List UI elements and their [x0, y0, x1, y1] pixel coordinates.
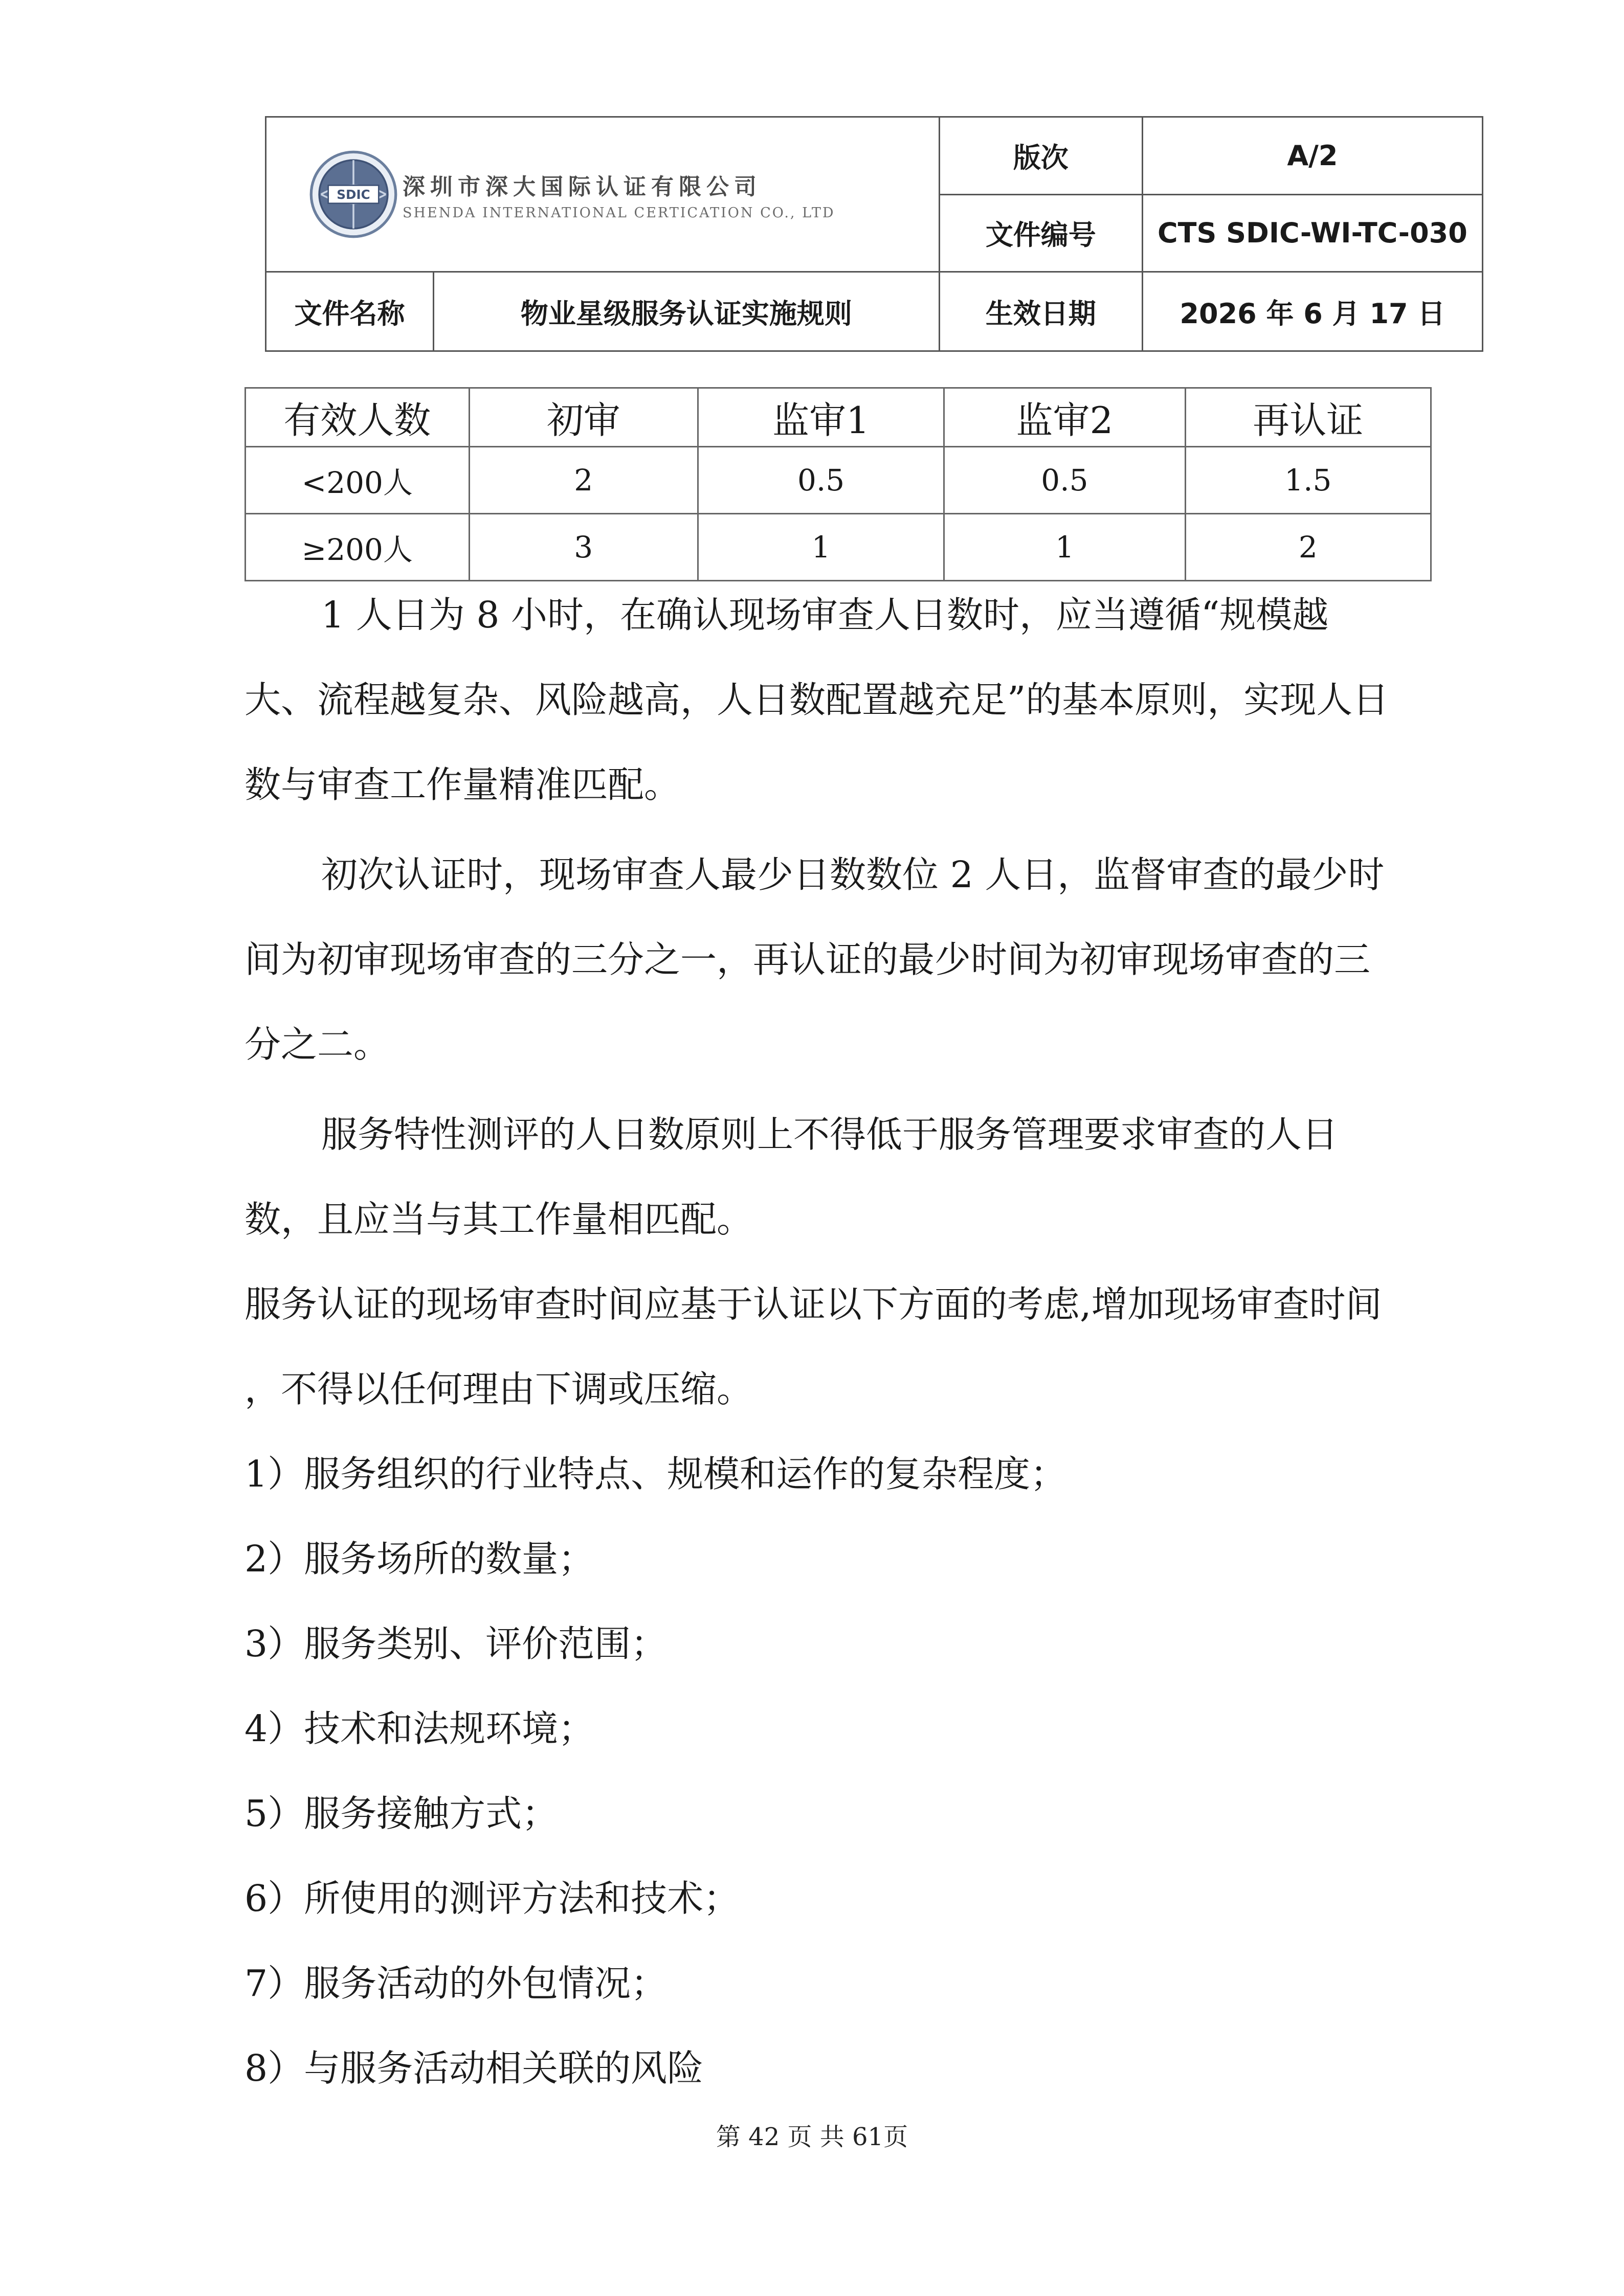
document-body [244, 573, 1390, 2111]
table-row [246, 514, 1431, 581]
table-header-cell: 再认证 [1185, 388, 1431, 447]
table-cell: 2 [469, 447, 698, 514]
page-number-footer: 第 42 页 共 61页 [716, 2123, 908, 2151]
company-logo-cell [266, 117, 940, 272]
effective-date-label: 生效日期 [939, 272, 1142, 351]
table-cell: 1.5 [1185, 447, 1431, 514]
table-header-cell: 有效人数 [246, 388, 470, 447]
doc-number-value: CTS SDIC-WI-TC-030 [1142, 194, 1482, 272]
effective-date-value: 2026 年 6 月 17 日 [1142, 272, 1482, 351]
table-cell: <200人 [246, 447, 470, 514]
list-item: 7）服务活动的外包情况； [244, 1962, 668, 2005]
version-label: 版次 [939, 117, 1142, 195]
table-cell: 0.5 [944, 447, 1185, 514]
paragraph-service-evaluation: 服务特性测评的人日数原则上不得低于服务管理要求审查的人日数，且应当与其工作量相匹配。 [244, 1113, 1339, 1241]
company-name-en: SHENDA INTERNATIONAL CERTICATION CO., LTD [403, 205, 835, 221]
audit-days-table [244, 387, 1432, 581]
table-cell: 3 [469, 514, 698, 581]
table-header-cell: 初审 [469, 388, 698, 447]
paragraph-initial-certification: 初次认证时，现场审查人最少日数数位 2 人日，监督审查的最少时间为初审现场审查的三分之一，再认证的最少时间为初审现场审查的三分之二。 [244, 853, 1385, 1066]
table-cell: 2 [1185, 514, 1431, 581]
table-header-row [246, 388, 1431, 447]
list-item: 8）与服务活动相关联的风险 [244, 2047, 704, 2089]
company-seal-icon [308, 149, 398, 239]
list-item: 5）服务接触方式； [244, 1792, 559, 1835]
logo-text: SDIC [337, 187, 370, 202]
table-cell: ≥200人 [246, 514, 470, 581]
list-item: 3）服务类别、评价范围； [244, 1623, 668, 1665]
doc-number-label: 文件编号 [939, 194, 1142, 272]
list-item: 6）所使用的测评方法和技术； [244, 1877, 740, 1920]
table-cell: 1 [698, 514, 944, 581]
company-name-cn: 深圳市深大国际认证有限公司 [403, 173, 762, 200]
table-header-cell: 监审2 [944, 388, 1185, 447]
table-cell: 0.5 [698, 447, 944, 514]
list-item: 2）服务场所的数量； [244, 1538, 595, 1580]
list-item: 1）服务组织的行业特点、规模和运作的复杂程度； [244, 1453, 1067, 1495]
version-value: A/2 [1142, 117, 1482, 195]
doc-name-value: 物业星级服务认证实施规则 [434, 272, 940, 351]
table-cell: 1 [944, 514, 1185, 581]
table-header-cell: 监审1 [698, 388, 944, 447]
document-header-table [265, 116, 1483, 352]
table-row [246, 447, 1431, 514]
paragraph-person-day: 1 人日为 8 小时，在确认现场审查人日数时，应当遵循“规模越大、流程越复杂、风险越高，人日数配置越充足”的基本原则，实现人日数与审查工作量精准匹配。 [244, 594, 1389, 806]
list-item: 4）技术和法规环境； [244, 1707, 595, 1750]
doc-name-label: 文件名称 [266, 272, 434, 351]
paragraph-audit-time: 服务认证的现场审查时间应基于认证以下方面的考虑,增加现场审查时间 ，不得以任何理由下调或压缩。 [244, 1283, 1382, 1410]
